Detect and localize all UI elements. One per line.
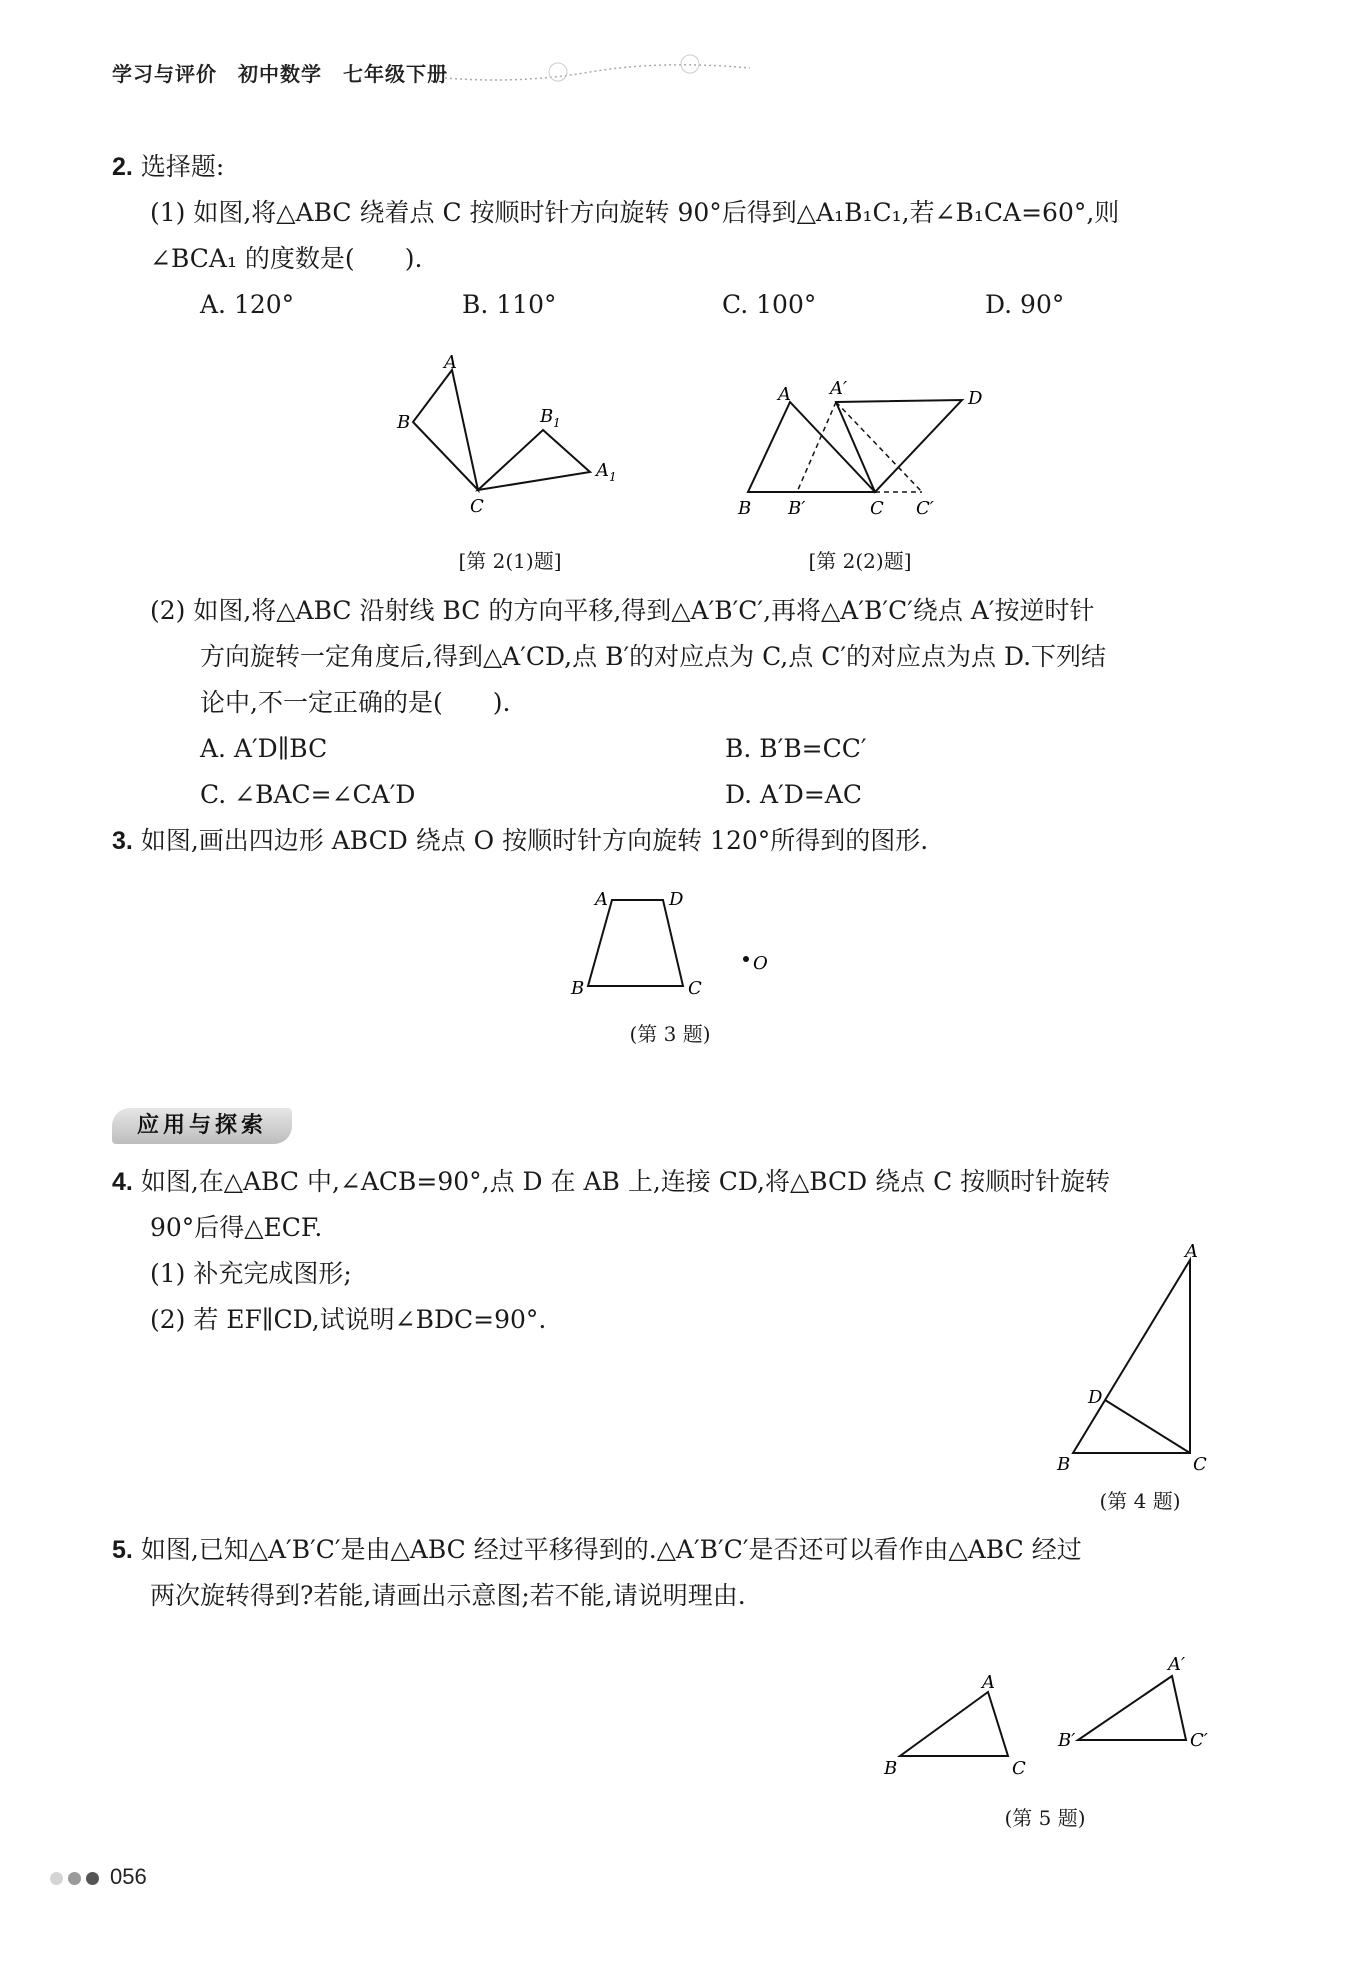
label-b: B [397,412,411,433]
q2-1-line2: ∠BCA₁ 的度数是( ). [150,244,423,273]
figure-q5-caption: (第 5 题) [1004,1806,1086,1830]
footer-dot-dark [86,1872,99,1885]
label-d: D [669,889,684,910]
figure-q3 [560,880,790,1000]
label-c: C [1012,1758,1026,1779]
label-a: A [982,1672,995,1693]
question-number: 4. [112,1168,133,1196]
q2-2-line2: 方向旋转一定角度后,得到△A′CD,点 B′的对应点为 C,点 C′的对应点为点 D.下列结 [200,642,1107,671]
svg-text:1: 1 [553,416,561,430]
label-a: A [778,384,791,405]
question-5-line2: 两次旋转得到?若能,请画出示意图;若不能,请说明理由. [150,1581,746,1610]
label-d: D [968,388,983,409]
q2-1-option-c: C. 100° [722,290,817,319]
label-b1: B [540,406,554,427]
q2-2-option-c: C. ∠BAC=∠CA′D [200,780,416,809]
running-header: 学习与评价 初中数学 七年级下册 [112,62,448,86]
label-c: C [870,498,884,519]
question-text: 选择题: [140,152,225,181]
figure-q5 [870,1640,1230,1790]
question-number: 2. [112,153,133,181]
label-b: B [1057,1454,1071,1475]
q2-1-option-d: D. 90° [985,290,1065,319]
header-decoration [440,50,760,90]
question-4-line1 [112,1165,1110,1199]
q2-2-option-a: A. A′D∥BC [200,734,328,763]
figure-q3-caption: (第 3 题) [629,1022,711,1046]
q4-sub2: (2) 若 EF∥CD,试说明∠BDC=90°. [150,1305,547,1334]
label-b-prime: B′ [1058,1730,1076,1751]
label-b-prime: B′ [788,498,806,519]
q2-2-line1: (2) 如图,将△ABC 沿射线 BC 的方向平移,得到△A′B′C′,再将△A′B′C′绕点 A′按逆时针 [150,596,1095,625]
label-a: A [444,352,457,373]
q2-2-option-d: D. A′D=AC [725,780,862,809]
footer-dot-light [50,1872,63,1885]
label-d: D [1088,1387,1103,1408]
svg-text:1: 1 [609,470,617,484]
label-b: B [884,1758,898,1779]
question-2-title [112,150,224,184]
question-text: 如图,画出四边形 ABCD 绕点 O 按顺时针方向旋转 120°所得到的图形. [140,826,929,855]
question-number: 3. [112,827,133,855]
figure-q4-caption: (第 4 题) [1099,1489,1181,1513]
question-5-line1 [112,1533,1082,1567]
label-b: B [571,978,585,999]
question-4-line2: 90°后得△ECF. [150,1213,323,1242]
figure-q2-2 [730,372,990,522]
q2-1-line1: (1) 如图,将△ABC 绕着点 C 按顺时针方向旋转 90°后得到△A₁B₁C₁,若∠B₁CA=60°,则 [150,198,1120,227]
figure-q2-2-caption: [第 2(2)题] [808,549,912,573]
label-c: C [470,496,484,517]
question-number: 5. [112,1536,133,1564]
label-c-prime: C′ [916,498,934,519]
figure-q4 [1045,1240,1225,1480]
question-text: 如图,已知△A′B′C′是由△ABC 经过平移得到的.△A′B′C′是否还可以看作由△ABC 经过 [140,1535,1082,1564]
footer-dot-mid [68,1872,81,1885]
page-number: 056 [110,1864,147,1889]
label-c: C [688,978,702,999]
label-a-prime: A′ [830,378,848,399]
label-a1: A [596,460,609,481]
question-3 [112,824,928,858]
section-title: 应用与探索 [112,1108,292,1144]
label-c-prime: C′ [1190,1730,1208,1751]
q4-sub1: (1) 补充完成图形; [150,1259,352,1288]
label-o: O [753,953,768,974]
label-b: B [738,498,752,519]
figure-q2-1-caption: [第 2(1)题] [458,549,562,573]
q2-1-option-a: A. 120° [200,290,295,319]
q2-2-line3: 论中,不一定正确的是( ). [200,688,511,717]
label-a: A [595,889,608,910]
label-c: C [1193,1454,1207,1475]
q2-2-option-b: B. B′B=CC′ [725,734,867,763]
q2-1-option-b: B. 110° [462,290,557,319]
label-a: A [1185,1241,1198,1262]
figure-q2-1 [390,350,630,520]
question-text: 如图,在△ABC 中,∠ACB=90°,点 D 在 AB 上,连接 CD,将△BCD 绕点 C 按顺时针旋转 [140,1167,1111,1196]
label-a-prime: A′ [1168,1654,1186,1675]
